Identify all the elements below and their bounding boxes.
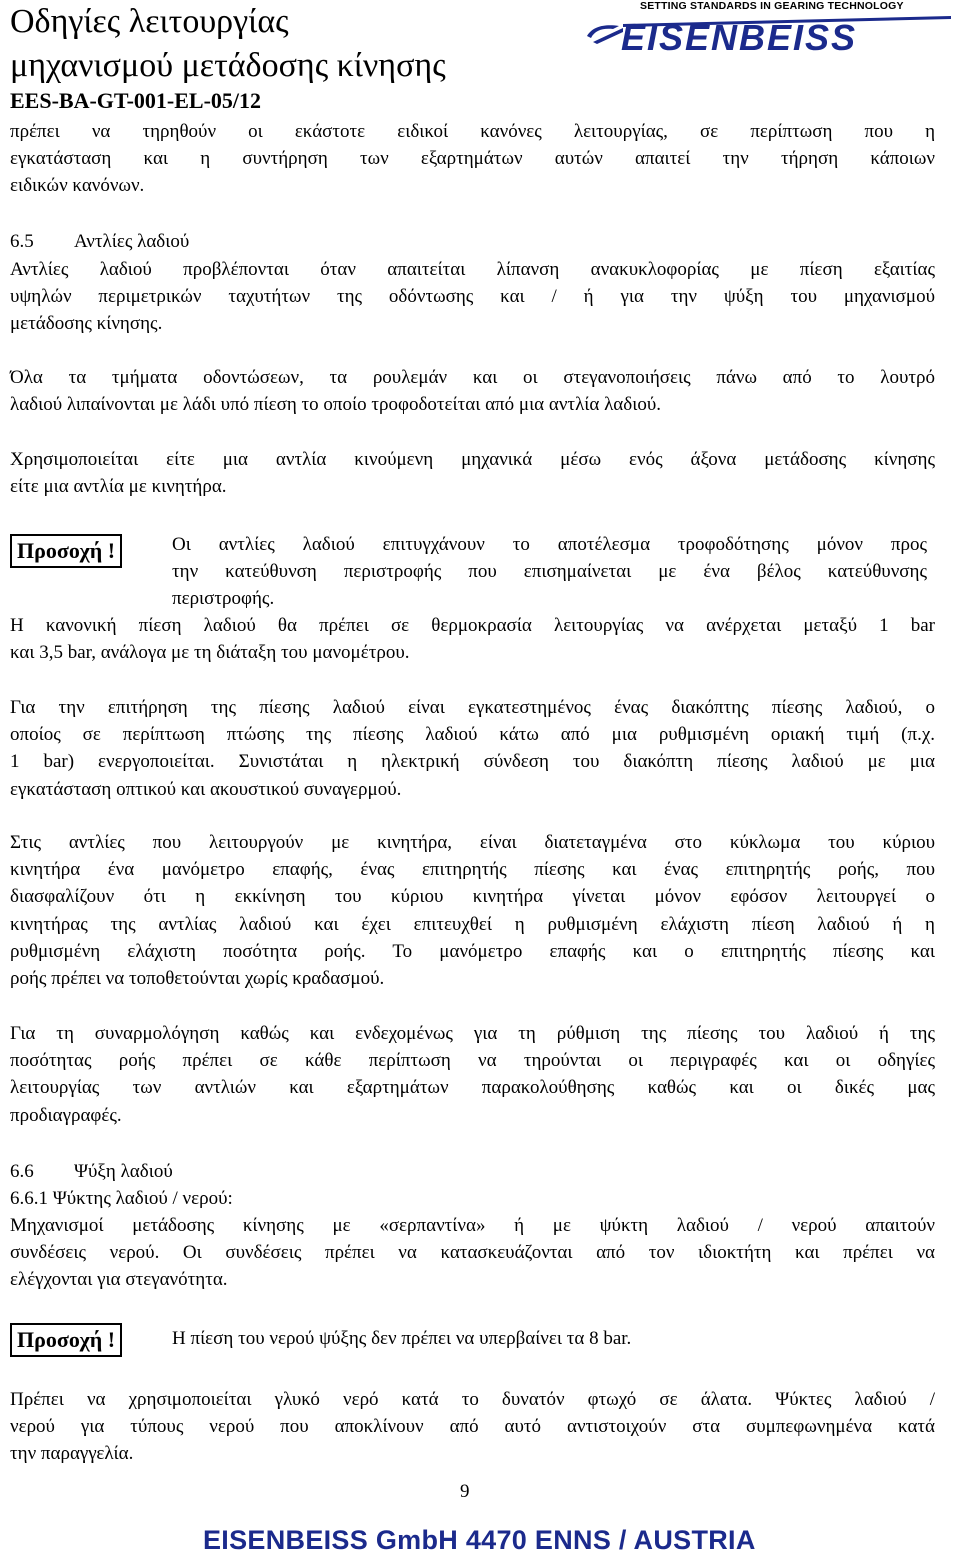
text-line: ειδικών κανόνων. — [10, 175, 145, 197]
footer-company: EISENBEISS GmbH 4470 ENNS / AUSTRIA — [203, 1525, 756, 1555]
section-title: Ψύξη λαδιού — [74, 1161, 173, 1182]
paragraph-oil-pumps — [10, 256, 935, 338]
text-line: πρέπει να τηρηθούν οι εκάστοτε ειδικοί κανόνες λειτουργίας, σε περίπτωση που η — [10, 121, 935, 142]
section-heading-6-5 — [10, 228, 189, 255]
text-line: την παραγγελία. — [10, 1443, 134, 1465]
logo-tagline: SETTING STANDARDS IN GEARING TECHNOLOGY — [640, 0, 904, 12]
doc-title-line1: Οδηγίες λειτουργίας — [10, 3, 289, 40]
paragraph-normal-pressure — [10, 612, 935, 666]
text-line: Χρησιμοποιείται είτε μια αντλία κινούμενη μηχανικά μέσω ενός άξονα μετάδοσης κίνησης — [10, 449, 935, 470]
section-title: Αντλίες λαδιού — [74, 231, 190, 252]
text-line: κινητήρας της αντλίας λαδιού και έχει επιτευχθεί η ρυθμισμένη ελάχιστη πίεση λαδιού ή η — [10, 913, 935, 935]
text-line: Όλα τα τμήματα οδοντώσεων, τα ρουλεμάν και οι στεγανοποιήσεις πάνω από το λουτρό — [10, 367, 935, 388]
paragraph-assembly — [10, 1020, 935, 1129]
section-number: 6.6 — [10, 1161, 34, 1182]
text-line: και 3,5 bar, ανάλογα με τη διάταξη του μανομέτρου. — [10, 642, 410, 664]
paragraph-lubrication — [10, 364, 935, 418]
text-line: Αντλίες λαδιού προβλέπονται όταν απαιτείται λίπανση ανακυκλοφορίας με πίεση εξαιτίας — [10, 259, 935, 280]
text-line: την κατεύθυνση περιστροφής που επισημαίνεται με ένα βέλος κατεύθυνσης — [172, 561, 927, 583]
text-line: Πρέπει να χρησιμοποιείται γλυκό νερό κατά το δυνατόν φτωχό σε άλατα. Ψύκτες λαδιού / — [10, 1389, 935, 1410]
text-line: μετάδοσης κίνησης. — [10, 313, 163, 335]
text-line: εγκατάσταση και η συντήρηση των εξαρτημάτων αυτών απαιτεί την τήρηση κάποιων — [10, 148, 935, 170]
attention-label: Προσοχή ! — [10, 1323, 122, 1357]
attention-note-water-pressure: Η πίεση του νερού ψύξης δεν πρέπει να υπερβαίνει τα 8 bar. — [172, 1328, 632, 1349]
subsection-heading-6-6-1: 6.6.1 Ψύκτης λαδιού / νερού: — [10, 1188, 233, 1209]
text-line: οποίος σε περίπτωση πτώσης της πίεσης λαδιού κάτω από μια ρυθμισμένη οριακή τιμή (π.χ. — [10, 724, 935, 746]
text-line: διασφαλίζουν ότι η εκκίνηση του κύριου κινητήρα γίνεται μόνον εφόσον λειτουργεί ο — [10, 886, 935, 908]
text-line: είτε μια αντλία με κινητήρα. — [10, 476, 227, 498]
text-line: Μηχανισμοί μετάδοσης κίνησης με «σερπαντίνα» ή με ψύκτη λαδιού / νερού απαιτούν — [10, 1215, 935, 1236]
text-line: κινητήρα ένα μανόμετρο επαφής, ένας επιτηρητής πίεσης και ένας επιτηρητής ροής, που — [10, 859, 935, 881]
text-line: υψηλών περιμετρικών ταχυτήτων της οδόντωσης και / ή για την ψύξη του μηχανισμού — [10, 286, 935, 308]
text-line: λειτουργίας των αντλιών και εξαρτημάτων παρακολούθησης καθώς και οι δικές μας — [10, 1077, 935, 1099]
text-line: περιστροφής. — [172, 588, 275, 610]
text-line: Στις αντλίες που λειτουργούν με κινητήρα, είναι διατεταγμένα στο κύκλωμα του κύριου — [10, 832, 935, 853]
paragraph-cooler — [10, 1212, 935, 1294]
text-line: συνδέσεις νερού. Οι συνδέσεις πρέπει να κατασκευάζονται από τον ιδιοκτήτη και πρέπει να — [10, 1242, 935, 1264]
paragraph-pump-types — [10, 446, 935, 500]
paragraph-fresh-water — [10, 1386, 935, 1468]
text-line: ροής πρέπει να τοποθετούνται χωρίς κραδασμού. — [10, 968, 385, 990]
text-line: λαδιού λιπαίνονται με λάδι υπό πίεση το οποίο τροφοδοτείται από μια αντλία λαδιού. — [10, 394, 661, 416]
text-line: Οι αντλίες λαδιού επιτυγχάνουν το αποτέλεσμα τροφοδότησης μόνον προς — [172, 534, 927, 555]
text-line: ρυθμισμένη ελάχιστη ποσότητα ροής. Το μανόμετρο επαφής και ο επιτηρητής πίεσης και — [10, 940, 935, 962]
page-number: 9 — [460, 1481, 470, 1502]
doc-id: EES-BA-GT-001-EL-05/12 — [10, 88, 262, 113]
text-line: προδιαγραφές. — [10, 1104, 122, 1126]
text-line: ελέγχονται για στεγανότητα. — [10, 1269, 228, 1291]
attention-label: Προσοχή ! — [10, 534, 122, 568]
section-number: 6.5 — [10, 231, 34, 252]
paragraph-motor-pumps — [10, 829, 935, 992]
text-line: Η κανονική πίεση λαδιού θα πρέπει σε θερμοκρασία λειτουργίας να ανέρχεται μεταξύ 1 bar — [10, 615, 935, 636]
logo-text: EISENBEISS — [621, 17, 858, 54]
eisenbeiss-logo — [583, 2, 955, 54]
text-line: νερού για τύπους νερού που αποκλίνουν από αυτό αντιστοιχούν στα συμπεφωνημένα κατά — [10, 1416, 935, 1438]
text-line: Για τη συναρμολόγηση καθώς και ενδεχομένως για τη ρύθμιση της πίεσης του λαδιού ή της — [10, 1023, 935, 1044]
text-line: 1 bar) ενεργοποιείται. Συνιστάται η ηλεκτρική σύνδεση του διακόπτη πίεσης λαδιού με μια — [10, 751, 935, 773]
paragraph-intro — [10, 118, 935, 200]
attention-note-rotation — [172, 531, 927, 613]
text-line: ποσότητας ροής πρέπει σε κάθε περίπτωση να τηρούνται οι περιγραφές και οι οδηγίες — [10, 1050, 935, 1072]
doc-title-line2: μηχανισμού μετάδοσης κίνησης — [10, 47, 446, 84]
text-line: εγκατάσταση οπτικού και ακουστικού συναγερμού. — [10, 778, 402, 800]
section-heading-6-6 — [10, 1158, 173, 1185]
paragraph-pressure-switch — [10, 694, 935, 803]
text-line: Για την επιτήρηση της πίεσης λαδιού είναι εγκατεστημένος ένας διακόπτης πίεσης λαδιού, ο — [10, 697, 935, 718]
